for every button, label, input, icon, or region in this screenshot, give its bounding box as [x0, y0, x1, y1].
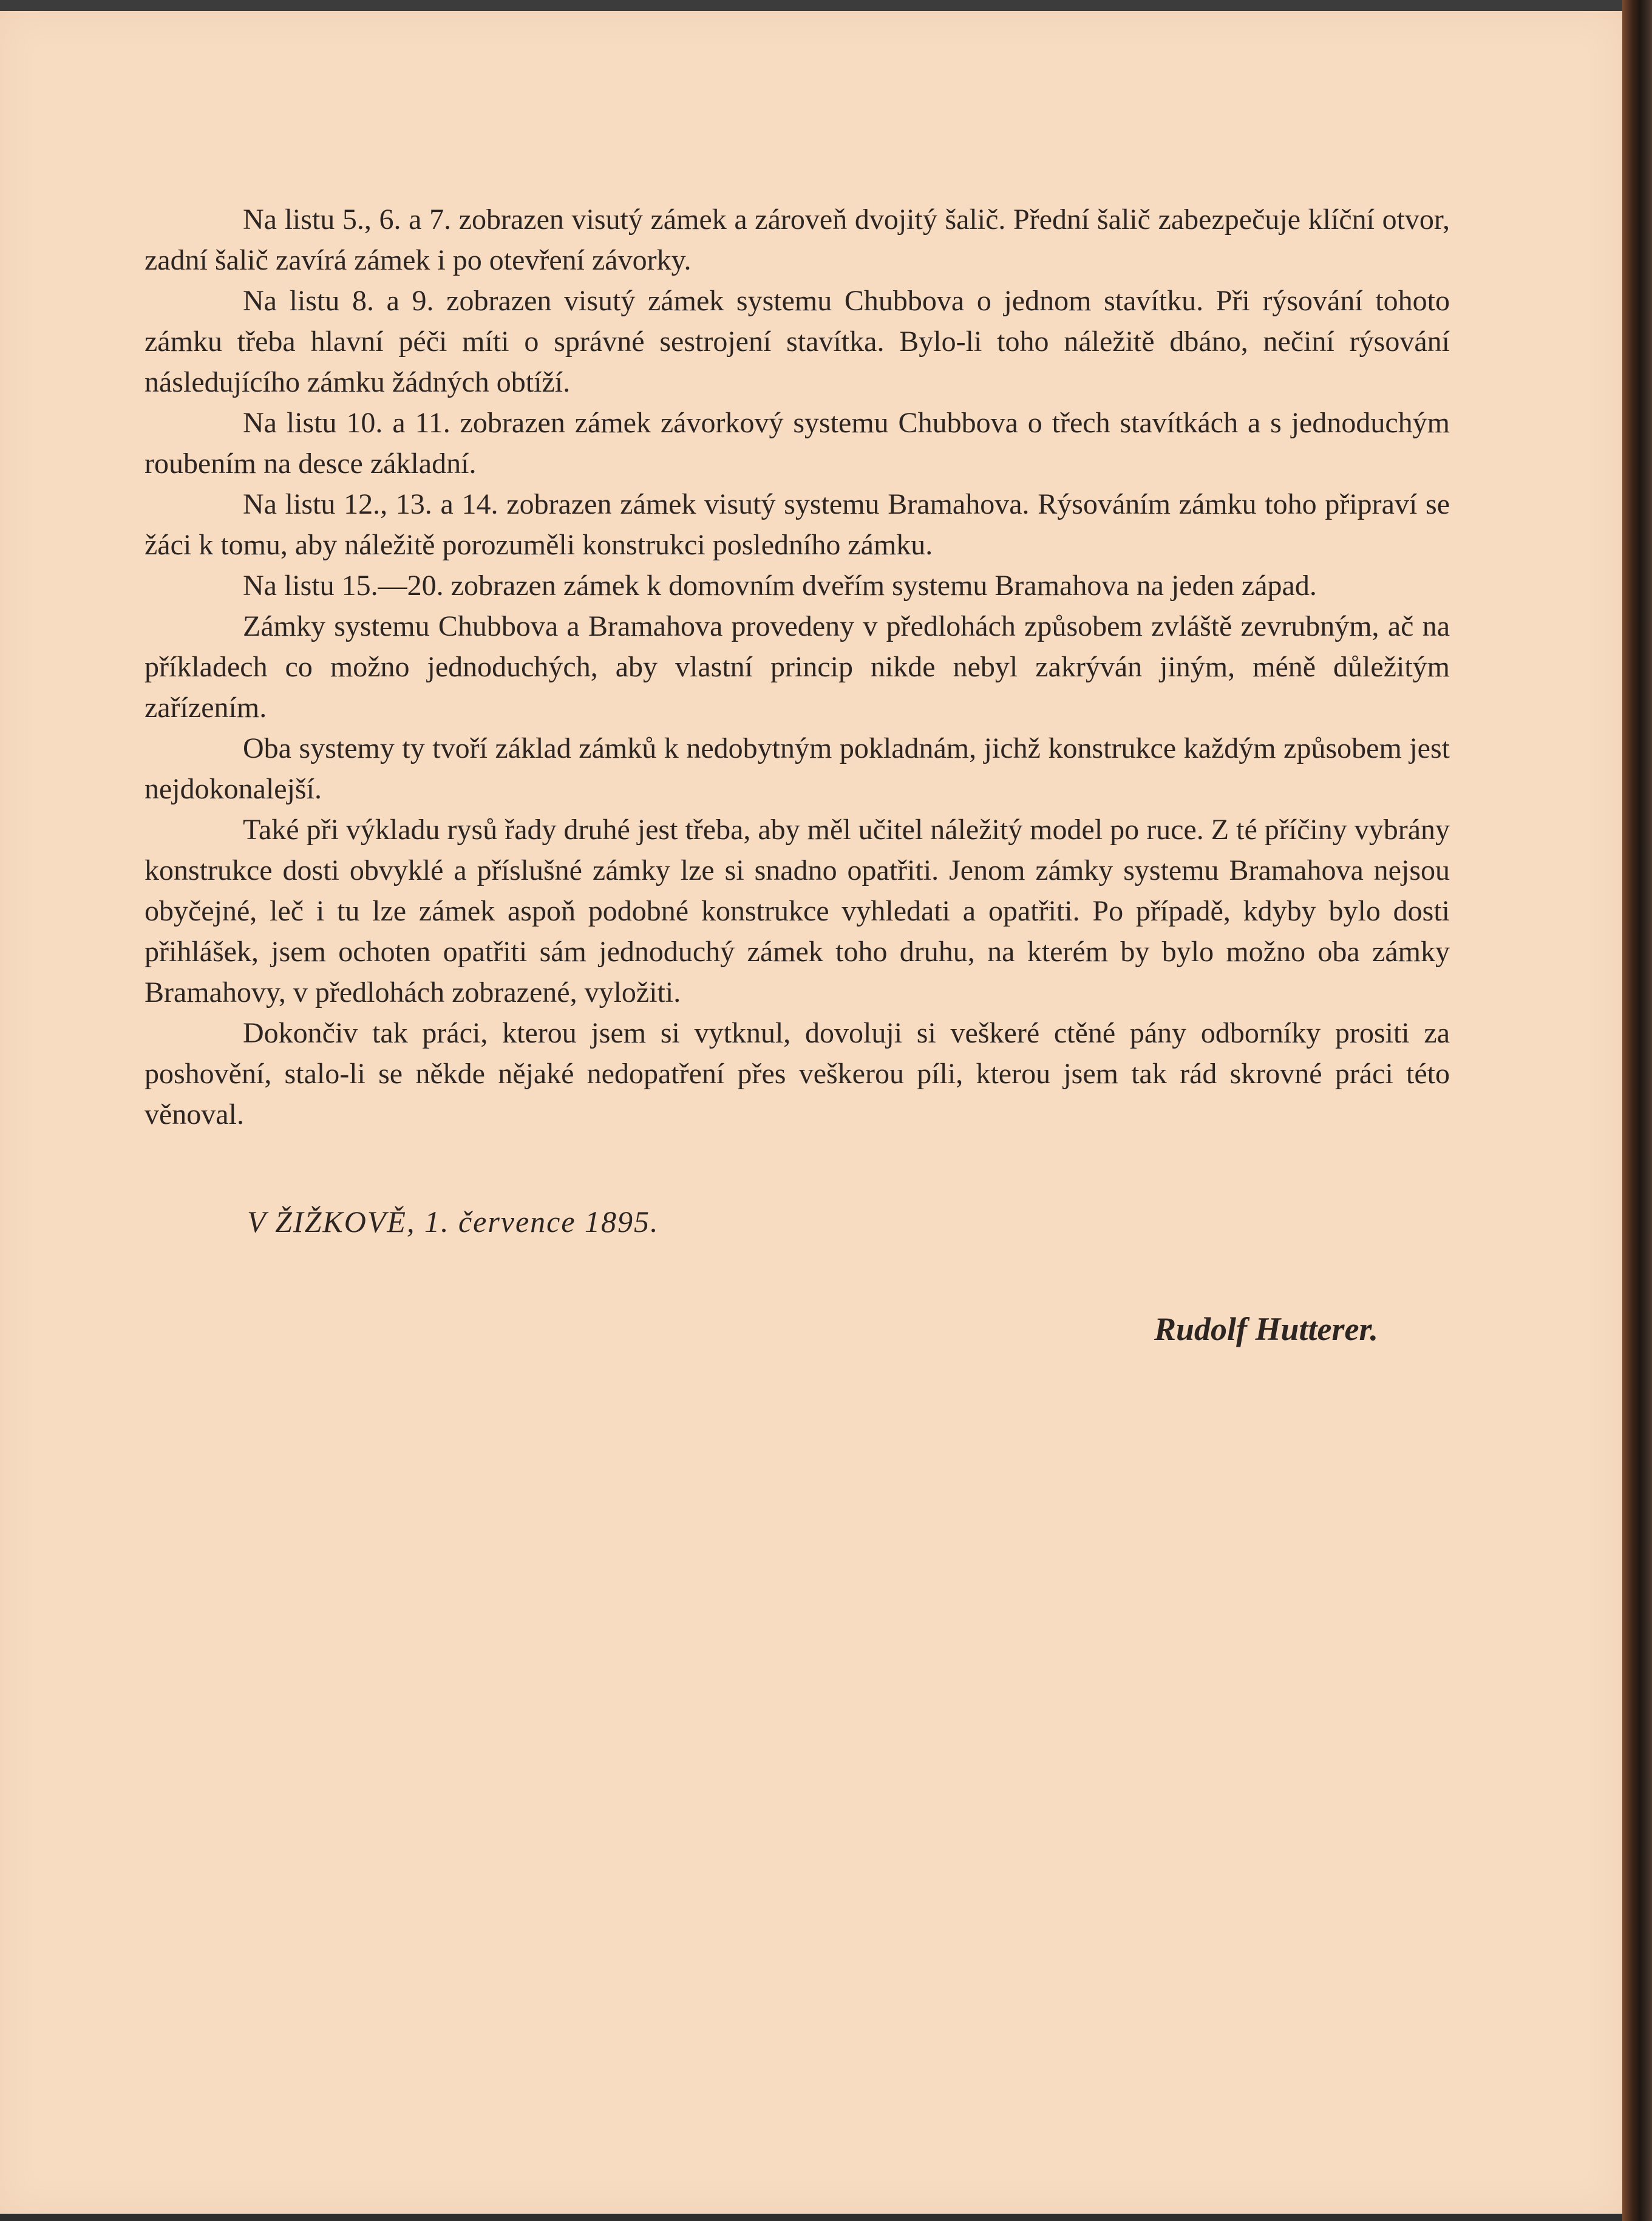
author-signature: Rudolf Hutterer.	[1154, 1311, 1378, 1347]
paragraph-sheets-12-14: Na listu 12., 13. a 14. zobrazen zámek visutý systemu Bramahova. Rýsováním zámku toho připraví se žáci k tomu, aby náležitě porozuměli konstrukci posledního zámku.	[144, 488, 1450, 561]
paragraph-sheets-8-9: Na listu 8. a 9. zobrazen visutý zámek systemu Chubbova o jednom stavítku. Při rýsování tohoto zámku třeba hlavní péči míti o správné sestrojení stavítka. Bylo-li toho náležitě dbáno, nečiní rýsování následujícího zámku žádných obtíží.	[144, 285, 1450, 398]
paper-sheet	[0, 11, 1622, 2214]
paragraph-sheets-5-7: Na listu 5., 6. a 7. zobrazen visutý zámek a zároveň dvojitý šalič. Přední šalič zabezpečuje klíční otvor, zadní šalič zavírá zámek i po otevření závorky.	[144, 203, 1450, 276]
paragraph-models: Také při výkladu rysů řady druhé jest třeba, aby měl učitel náležitý model po ruce. Z té příčiny vybrány konstrukce dosti obvyklé a příslušné zámky lze si snadno opatřiti. Jenom zámky systemu Bramahova nejsou obyčejné, leč i tu lze zámek aspoň podobné konstrukce vyhledati a opatřiti. Po případě, kdyby bylo dosti přihlášek, jsem ochoten opatřiti sám jednoduchý zámek toho druhu, na kterém by bylo možno oba zámky Bramahovy, v předlohách zobrazené, vyložiti.	[144, 814, 1450, 1008]
paragraph-closing: Dokončiv tak práci, kterou jsem si vytknul, dovoluji si veškeré ctěné pány odborníky prositi za poshovění, stalo-li se někde nějaké nedopatření přes veškerou píli, kterou jsem tak rád skrovné práci této věnoval.	[144, 1017, 1450, 1131]
scan-bottom-edge	[0, 2214, 1622, 2221]
paragraph-sheets-15-20: Na listu 15.—20. zobrazen zámek k domovním dveřím systemu Bramahova na jeden západ.	[243, 570, 1317, 602]
place-date: V ŽIŽKOVĚ, 1. července 1895.	[247, 1205, 659, 1239]
paragraph-systems-detail: Zámky systemu Chubbova a Bramahova provedeny v předlohách způsobem zvláště zevrubným, ač na příkladech co možno jednoduchých, aby vlastní princip nikde nebyl zakrýván jiným, méně důležitým zařízením.	[144, 610, 1450, 724]
body-text	[144, 199, 1450, 1135]
book-spine-edge	[1622, 0, 1652, 2221]
paragraph-safe-locks: Oba systemy ty tvoří základ zámků k nedobytným pokladnám, jichž konstrukce každým způsobem jest nejdokonalejší.	[144, 732, 1450, 805]
scan-top-edge	[0, 0, 1622, 11]
paragraph-sheets-10-11: Na listu 10. a 11. zobrazen zámek závorkový systemu Chubbova o třech stavítkách a s jednoduchým roubením na desce základní.	[144, 407, 1450, 480]
